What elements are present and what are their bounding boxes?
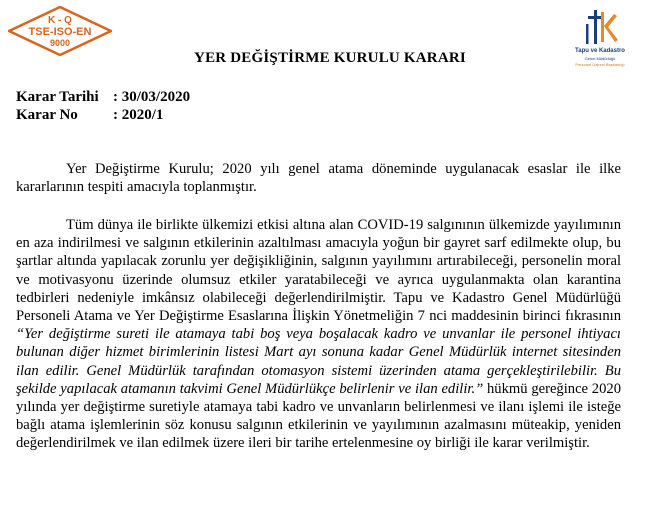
decision-date-value: : 30/03/2020	[113, 89, 191, 105]
paragraph-1-text: Yer Değiştirme Kurulu; 2020 yılı genel atama döneminde uygulanacak esaslar ile ilke kararlarının tespiti amacıyla toplanmıştır.	[16, 161, 621, 196]
decision-date	[16, 89, 190, 106]
tk-logo-name: Tapu ve Kadastro	[575, 48, 625, 54]
decision-number-value: : 2020/1	[113, 107, 164, 123]
tk-logo-sub: Genel Müdürlüğü	[584, 56, 616, 61]
tk-emblem-icon	[568, 6, 632, 48]
paragraph-2-quote: “Yer değiştirme sureti ile atamaya tabi boş veya boşalacak kadro ve unvanlar ile personel ihtiyacı bulunan diğer hizmet birimlerinin listesi Mart ayı sonuna kadar Genel Müdürlük internet sitesinden ilan edilir. Genel Müdürlük tarafından otomasyon sistemi üzerinden atama gerçekleştirilebilir. Bu şekilde yapılacak atamanın takvimi Genel Müdürlükçe belirlenir ve ilan edilir.”	[16, 326, 621, 397]
tk-logo-sub2: Personel Dairesi Başkanlığı	[575, 62, 625, 67]
logo-line1: K - Q	[48, 15, 72, 26]
document-title: YER DEĞİŞTİRME KURULU KARARI	[194, 50, 466, 66]
paragraph-2	[16, 216, 621, 453]
decision-date-label: Karar Tarihi	[16, 89, 99, 105]
paragraph-2-text-b: hükmü gereğince 2020 yılında yer değiştirme suretiyle atamaya tabi kadro ve unvanların belirlenmesi ve ilanı işlemi ile isteğe bağlı atama işlemlerinin söz konusu salgının etkilerinin ve yayılımının azalmasını müteakip, yeniden değerlendirilmek ve ilan edilmek üzere ileri bir tarihe ertelenmesine oy birliği ile karar verilmiştir.	[16, 380, 621, 452]
paragraph-2-text-a: Tüm dünya ile birlikte ülkemizi etkisi altına alan COVID-19 salgınının ülkemizde yayılımının en aza indirilmesi ve salgının etkilerinin azaltılması amacıyla yoğun bir gayret sarf edilmekte olup, bu şartlar altında yapılacak zorunlu yer değişikliğinin, salgının yayılımını artırabileceği, personelin moral ve motivasyonu üzerinde olumsuz etkiler yaratabileceği ve ayrıca uygulanmakta olan karantina tedbirleri nedeniyle imkânsız olabileceği değerlendirilmiştir. Tapu ve Kadastro Genel Müdürlüğü Personeli Atama ve Yer Değiştirme Esaslarına İlişkin Yönetmeliğin 7 nci maddesinin birinci fıkrasının	[16, 217, 621, 325]
logo-line3: 9000	[49, 38, 71, 48]
decision-number	[16, 107, 163, 124]
decision-number-label: Karar No	[16, 107, 78, 123]
paragraph-1	[16, 160, 621, 196]
logo-line2: TSE-ISO-EN	[28, 26, 92, 38]
tse-iso-quality-logo	[8, 6, 112, 56]
